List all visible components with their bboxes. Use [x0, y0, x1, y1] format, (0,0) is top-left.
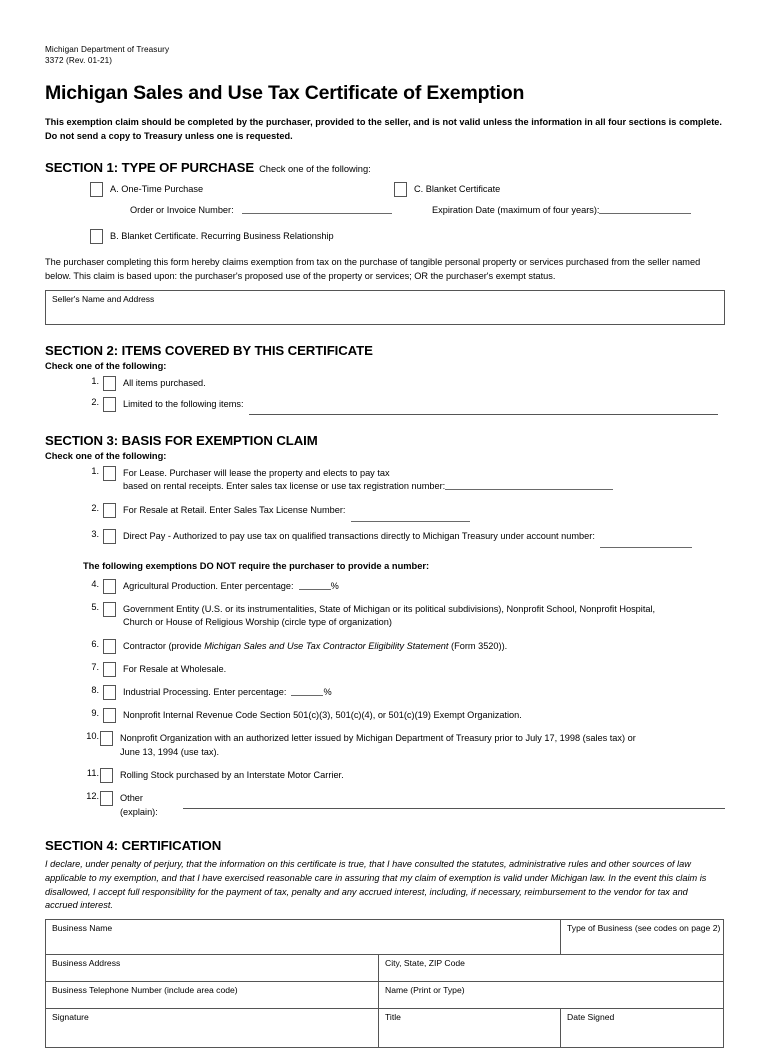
field-label: Business Address	[52, 957, 121, 968]
item-label-line1: Nonprofit Organization with an authorized letter issued by Michigan Department of Treasury prior to July 17, 1998 (sales tax) or	[120, 732, 636, 743]
expiration-date-label: Expiration Date (maximum of four years):	[432, 205, 600, 216]
section-4	[45, 838, 725, 1047]
option-c-label: C. Blanket Certificate	[414, 184, 501, 195]
form-header	[45, 44, 725, 143]
percent-sign: %	[330, 580, 339, 591]
field-label: Date Signed	[567, 1011, 615, 1022]
list-item[interactable]	[83, 685, 725, 700]
item-number: 5.	[91, 601, 99, 612]
section-1-options	[45, 182, 725, 244]
item-label-wrap	[123, 685, 332, 700]
item-label: For Resale at Retail. Enter Sales Tax License Number:	[123, 504, 346, 515]
certification-declaration: I declare, under penalty of perjury, that the information on this certificate is true, that I have consulted the statutes, administrative rules and other sources of law applicable to my exemption, and that I have exercised reasonable care in assuring that my claim of exemption is valid under Michigan law. In the event this claim is disallowed, I accept full responsibility for the payment of tax, penalty and any accrued interest, including, if necessary, reimbursement to the vendor for tax and accrued interest.	[45, 859, 707, 911]
item-label-suffix: (Form 3520)).	[448, 640, 508, 651]
table-row	[46, 1008, 724, 1047]
item-label-line1: Government Entity (U.S. or its instrumentalities, State of Michigan or its political subdivisions), Nonprofit School, Nonprofit Hospital,	[123, 603, 656, 614]
section-3	[45, 433, 725, 820]
checkbox-direct-pay[interactable]	[103, 529, 116, 544]
item-label: Industrial Processing. Enter percentage:	[123, 686, 287, 697]
item-label-wrap	[123, 602, 655, 630]
item-label: Rolling Stock purchased by an Interstate Motor Carrier.	[120, 770, 344, 781]
list-item[interactable]	[83, 579, 725, 594]
section-2-check-one: Check one of the following:	[45, 360, 167, 371]
form-number: 3372 (Rev. 01-21)	[45, 56, 113, 66]
section-3-check-one: Check one of the following:	[45, 450, 167, 461]
item-label: All items purchased.	[123, 377, 206, 388]
purchaser-paragraph: The purchaser completing this form hereby claims exemption from tax on the purchase of tangible personal property or services purchased from the seller named below. This claim is based upon: the purchaser's proposed use of the property or services; OR the purchaser's exempt status.	[45, 257, 701, 281]
lease-license-number-input[interactable]	[445, 480, 613, 490]
option-a-row[interactable]	[90, 182, 392, 197]
item-number: 10.	[86, 730, 99, 741]
checkbox-for-lease[interactable]	[103, 466, 116, 481]
limited-items-input[interactable]	[249, 406, 718, 415]
item-number: 7.	[91, 661, 99, 672]
checkbox-one-time-purchase[interactable]	[90, 182, 103, 197]
order-invoice-row	[130, 204, 392, 218]
list-item[interactable]	[83, 768, 725, 783]
field-business-phone[interactable]	[46, 981, 379, 1008]
item-label: Agricultural Production. Enter percentage:	[123, 580, 294, 591]
table-row	[46, 919, 724, 954]
field-title[interactable]	[379, 1008, 561, 1047]
item-number: 6.	[91, 638, 99, 649]
section-4-heading	[45, 838, 725, 853]
field-label: Business Name	[52, 922, 113, 933]
agency-name: Michigan Department of Treasury	[45, 45, 170, 54]
field-business-address[interactable]	[46, 954, 379, 981]
checkbox-rolling-stock[interactable]	[100, 768, 113, 783]
item-label: Limited to the following items:	[123, 398, 244, 409]
checkbox-nonprofit-irc[interactable]	[103, 708, 116, 723]
intro-paragraph: This exemption claim should be completed by the purchaser, provided to the seller, and is not valid unless the information in all four sections is complete. Do not send a copy to Treasury unless one is requested.	[45, 117, 723, 142]
field-city-state-zip[interactable]	[379, 954, 724, 981]
list-item[interactable]	[83, 791, 725, 819]
field-label: Type of Business (see codes on page 2)	[567, 922, 721, 933]
checkbox-other[interactable]	[100, 791, 113, 806]
list-item[interactable]	[83, 529, 725, 548]
item-label: For Resale at Wholesale.	[123, 663, 227, 674]
expiration-date-input[interactable]	[599, 204, 691, 214]
item-label-wrap	[123, 466, 613, 494]
list-item[interactable]	[83, 731, 725, 759]
option-c-row[interactable]	[394, 182, 691, 197]
option-b-label: B. Blanket Certificate. Recurring Business Relationship	[110, 231, 334, 242]
field-label: City, State, ZIP Code	[385, 957, 465, 968]
section-3-items	[83, 466, 725, 820]
item-number: 1.	[91, 465, 99, 476]
seller-box-label: Seller's Name and Address	[52, 293, 155, 304]
section-4-title: SECTION 4: CERTIFICATION	[45, 838, 222, 854]
checkbox-resale-retail[interactable]	[103, 503, 116, 518]
item-label-line1: For Lease. Purchaser will lease the property and elects to pay tax	[123, 467, 390, 478]
item-number: 11.	[86, 768, 99, 779]
item-number: 9.	[91, 707, 99, 718]
certification-table	[45, 919, 724, 1048]
list-item[interactable]	[83, 397, 725, 415]
list-item[interactable]	[83, 662, 725, 677]
list-item[interactable]	[83, 503, 725, 522]
checkbox-contractor[interactable]	[103, 639, 116, 654]
item-label: Nonprofit Internal Revenue Code Section 501(c)(3), 501(c)(4), or 501(c)(19) Exempt Organization.	[123, 709, 522, 720]
checkbox-limited-items[interactable]	[103, 397, 116, 412]
field-signature[interactable]	[46, 1008, 379, 1047]
checkbox-agricultural-production[interactable]	[103, 579, 116, 594]
item-label-wrap	[123, 579, 339, 594]
item-label-line2: based on rental receipts. Enter sales tax license or use tax registration number:	[123, 481, 446, 492]
field-type-of-business[interactable]	[561, 919, 724, 954]
direct-pay-account-number-input[interactable]	[600, 538, 692, 548]
item-label-wrap	[120, 731, 636, 759]
section-3-title: SECTION 3: BASIS FOR EXEMPTION CLAIM	[45, 432, 318, 448]
section-1-title: SECTION 1: TYPE OF PURCHASE	[45, 160, 255, 176]
section-2-title: SECTION 2: ITEMS COVERED BY THIS CERTIFICATE	[45, 342, 373, 358]
table-row	[46, 954, 724, 981]
section-3-heading	[45, 433, 725, 448]
seller-name-address-box[interactable]	[45, 290, 725, 325]
field-label: Business Telephone Number (include area code)	[52, 984, 238, 995]
contractor-form-name: Michigan Sales and Use Tax Contractor Eligibility Statement	[204, 640, 449, 651]
agricultural-percentage-input[interactable]	[299, 580, 331, 590]
checkbox-nonprofit-letter[interactable]	[100, 731, 113, 746]
option-b-row[interactable]	[90, 229, 334, 244]
section-2-items	[83, 376, 725, 415]
list-item[interactable]	[83, 466, 725, 494]
section-1-subtitle: Check one of the following:	[259, 164, 371, 175]
section-1-heading	[45, 160, 725, 175]
checkbox-all-items-purchased[interactable]	[103, 376, 116, 391]
section-1	[45, 160, 725, 324]
list-item[interactable]	[83, 602, 725, 630]
item-number: 1.	[91, 375, 99, 386]
resale-license-number-input[interactable]	[351, 512, 470, 522]
item-number: 4.	[91, 578, 99, 589]
list-item[interactable]	[83, 708, 725, 723]
item-number: 2.	[91, 396, 99, 407]
table-row	[46, 981, 724, 1008]
option-c-group	[394, 182, 691, 218]
section-2-heading	[45, 343, 725, 358]
item-label-prefix: Contractor (provide	[123, 640, 205, 651]
item-number: 3.	[91, 528, 99, 539]
other-explain-input[interactable]	[183, 800, 725, 809]
order-invoice-input[interactable]	[242, 204, 392, 214]
checkbox-resale-wholesale[interactable]	[103, 662, 116, 677]
option-a-label: A. One-Time Purchase	[110, 184, 204, 195]
field-name-print[interactable]	[379, 981, 724, 1008]
checkbox-blanket-certificate[interactable]	[394, 182, 407, 197]
checkbox-government-entity[interactable]	[103, 602, 116, 617]
field-label: Title	[385, 1011, 401, 1022]
section-2	[45, 343, 725, 415]
item-label: Other (explain):	[120, 793, 158, 817]
order-invoice-label: Order or Invoice Number:	[130, 205, 234, 216]
item-number: 12.	[86, 791, 99, 802]
field-business-name[interactable]	[46, 919, 561, 954]
field-date-signed[interactable]	[561, 1008, 724, 1047]
item-label-line2: June 13, 1994 (use tax).	[120, 746, 220, 757]
checkbox-blanket-recurring[interactable]	[90, 229, 103, 244]
page-title: Michigan Sales and Use Tax Certificate of Exemption	[45, 82, 525, 105]
field-label: Name (Print or Type)	[385, 984, 465, 995]
item-number: 2.	[91, 502, 99, 513]
item-label: Direct Pay - Authorized to pay use tax on qualified transactions directly to Michigan Treasury under account number:	[123, 530, 595, 541]
field-label: Signature	[52, 1011, 89, 1022]
no-number-heading: The following exemptions DO NOT require the purchaser to provide a number:	[83, 560, 430, 571]
industrial-percentage-input[interactable]	[291, 686, 323, 696]
list-item[interactable]	[83, 639, 725, 654]
option-b-group	[90, 229, 334, 244]
item-label-line2: Church or House of Religious Worship (circle type of organization)	[123, 617, 392, 628]
percent-sign: %	[323, 686, 332, 697]
expiration-date-row	[432, 204, 691, 218]
item-label-wrap	[123, 639, 507, 654]
option-a-group	[90, 182, 392, 218]
item-number: 8.	[91, 684, 99, 695]
checkbox-industrial-processing[interactable]	[103, 685, 116, 700]
list-item[interactable]	[83, 376, 725, 391]
